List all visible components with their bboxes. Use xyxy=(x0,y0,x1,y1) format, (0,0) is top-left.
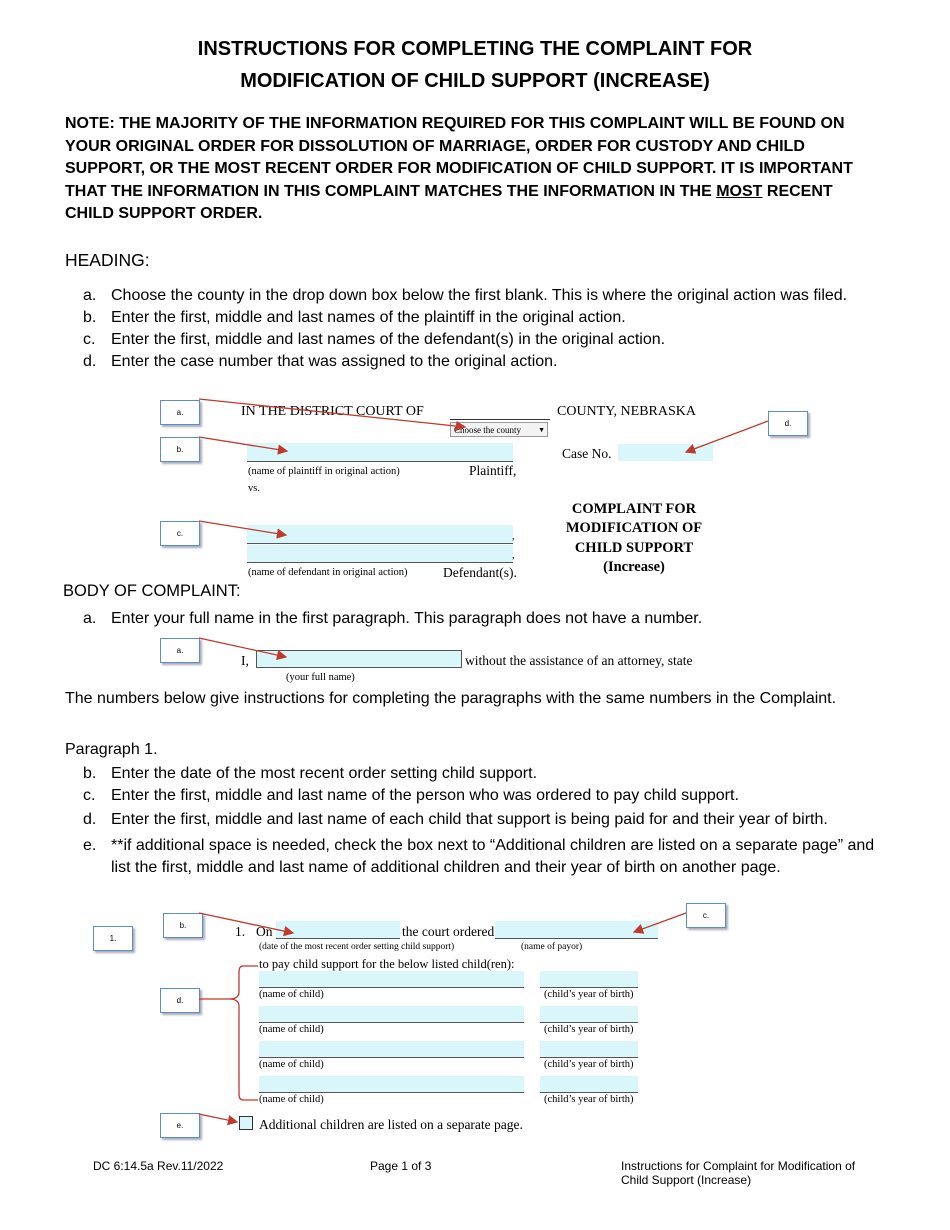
list-text: Enter your full name in the first paragraph. This paragraph does not have a number. xyxy=(111,610,703,627)
court-ordered-label: the court ordered xyxy=(402,924,495,939)
arrow-a xyxy=(199,399,465,427)
plaintiff-caption: (name of plaintiff in original action) xyxy=(248,466,400,477)
attorney-text: without the assistance of an attorney, state xyxy=(465,653,693,668)
arrow-c2 xyxy=(634,913,686,932)
birth-caption: (child’s year of birth) xyxy=(544,989,634,1000)
child-caption: (name of child) xyxy=(259,989,324,1000)
comma: , xyxy=(512,531,515,542)
court-prefix: IN THE DISTRICT COURT OF xyxy=(241,404,424,419)
i-label: I, xyxy=(241,653,249,668)
callout-b: b. xyxy=(160,437,200,462)
list-text: Enter the date of the most recent order setting child support. xyxy=(111,765,538,782)
complaint-title-line: (Increase) xyxy=(603,558,665,575)
birth-caption: (child’s year of birth) xyxy=(544,1059,634,1070)
arrow-d xyxy=(686,421,768,452)
list-letter: b. xyxy=(83,765,97,782)
arrow-e xyxy=(199,1114,237,1122)
footer-doc-title: Instructions for Complaint for Modification of Child Support (Increase) xyxy=(621,1159,856,1187)
defendant-caption: (name of defendant in original action) xyxy=(248,567,408,578)
list-letter: a. xyxy=(83,287,97,304)
birth-caption: (child’s year of birth) xyxy=(544,1094,634,1105)
list-letter: c. xyxy=(83,787,96,804)
defendant-label: Defendant(s). xyxy=(443,565,517,580)
numbers-text: The numbers below give instructions for completing the paragraphs with the same numbers in the Complaint. xyxy=(65,690,837,707)
complaint-title-line: COMPLAINT FOR xyxy=(571,501,697,517)
note-text-end: RECENT CHILD SUPPORT ORDER. xyxy=(65,182,833,223)
list-text: Enter the first, middle and last names of the plaintiff in the original action. xyxy=(111,309,626,326)
date-caption: (date of the most recent order setting child support) xyxy=(259,942,455,952)
vs-label: vs. xyxy=(248,483,260,494)
checkbox-label: Additional children are listed on a separate page. xyxy=(259,1117,523,1132)
callout-c2: c. xyxy=(686,903,726,928)
chevron-down-icon: ▼ xyxy=(538,426,545,434)
comma: , xyxy=(512,550,515,561)
list-text: Enter the first, middle and last name of each child that support is being paid for and their year of birth. xyxy=(111,811,828,828)
list-letter: b. xyxy=(83,309,97,326)
court-suffix: COUNTY, NEBRASKA xyxy=(557,404,696,419)
page-title-line2: MODIFICATION OF CHILD SUPPORT (INCREASE) xyxy=(240,70,710,92)
list-letter: d. xyxy=(83,353,97,370)
paragraph1-label: Paragraph 1. xyxy=(65,741,158,758)
callout-d: d. xyxy=(768,411,808,436)
body-label: BODY OF COMPLAINT: xyxy=(63,582,241,600)
arrow-a2 xyxy=(199,638,286,657)
callout-d2: d. xyxy=(160,988,200,1013)
case-no-label: Case No. xyxy=(562,446,612,461)
callout-e: e. xyxy=(160,1113,200,1138)
child-caption: (name of child) xyxy=(259,1094,324,1105)
county-dropdown-value: Choose the county xyxy=(454,425,521,435)
callout-c: c. xyxy=(160,521,200,546)
footer-page: Page 1 of 3 xyxy=(370,1159,432,1173)
arrow-b2 xyxy=(199,913,293,933)
callout-a: a. xyxy=(160,400,200,425)
list-text: Enter the case number that was assigned to the original action. xyxy=(111,353,558,370)
payor-caption: (name of payor) xyxy=(521,942,583,952)
para-number: 1. xyxy=(235,924,246,939)
child-caption: (name of child) xyxy=(259,1024,324,1035)
list-letter: d. xyxy=(83,811,97,828)
list-text: Enter the first, middle and last name of the person who was ordered to pay child support. xyxy=(111,787,739,804)
list-text: Enter the first, middle and last names of the defendant(s) in the original action. xyxy=(111,331,666,348)
complaint-title-line: MODIFICATION OF xyxy=(565,520,703,537)
footer-form-id: DC 6:14.5a Rev.11/2022 xyxy=(93,1159,224,1173)
plaintiff-label: Plaintiff, xyxy=(469,463,517,478)
callout-b2: b. xyxy=(163,913,203,938)
birth-caption: (child’s year of birth) xyxy=(544,1024,634,1035)
pay-text: to pay child support for the below listed child(ren): xyxy=(259,957,515,971)
callout-a2: a. xyxy=(160,638,200,663)
on-label: On xyxy=(256,924,273,939)
heading-label: HEADING: xyxy=(65,250,150,270)
arrow-c xyxy=(199,521,286,535)
full-name-caption: (your full name) xyxy=(286,672,355,683)
brace-d xyxy=(229,966,258,1100)
arrow-b xyxy=(199,437,287,451)
list-letter: a. xyxy=(83,610,97,627)
callout-1: 1. xyxy=(93,926,133,951)
list-letter: e. xyxy=(83,836,97,854)
list-text: **if additional space is needed, check the box next to “Additional children are listed on a separate page” and list the first, middle and last name of additional children and their year of birth on another page. xyxy=(111,836,875,876)
note-text: NOTE: THE MAJORITY OF THE INFORMATION REQUIRED FOR THIS COMPLAINT WILL BE FOUND ON YOUR ORIGINAL ORDER FOR DISSOLUTION OF MARRIAGE, ORDER FOR CUSTODY AND CHILD SUPPORT, OR THE MOST RECENT ORDER FOR MODIFICATION OF CHILD SUPPORT. IT IS IMPORTANT THAT THE INFORMATION IN THIS COMPLAINT MATCHES THE INFORMATION IN THE xyxy=(65,115,853,200)
complaint-title-line: CHILD SUPPORT xyxy=(574,539,694,556)
page-title-line1: INSTRUCTIONS FOR COMPLETING THE COMPLAINT FOR xyxy=(197,38,753,60)
child-caption: (name of child) xyxy=(259,1059,324,1070)
list-text: Choose the county in the drop down box below the first blank. This is where the original action was filed. xyxy=(111,287,848,304)
list-letter: c. xyxy=(83,331,96,348)
note-underlined: MOST xyxy=(716,182,763,200)
